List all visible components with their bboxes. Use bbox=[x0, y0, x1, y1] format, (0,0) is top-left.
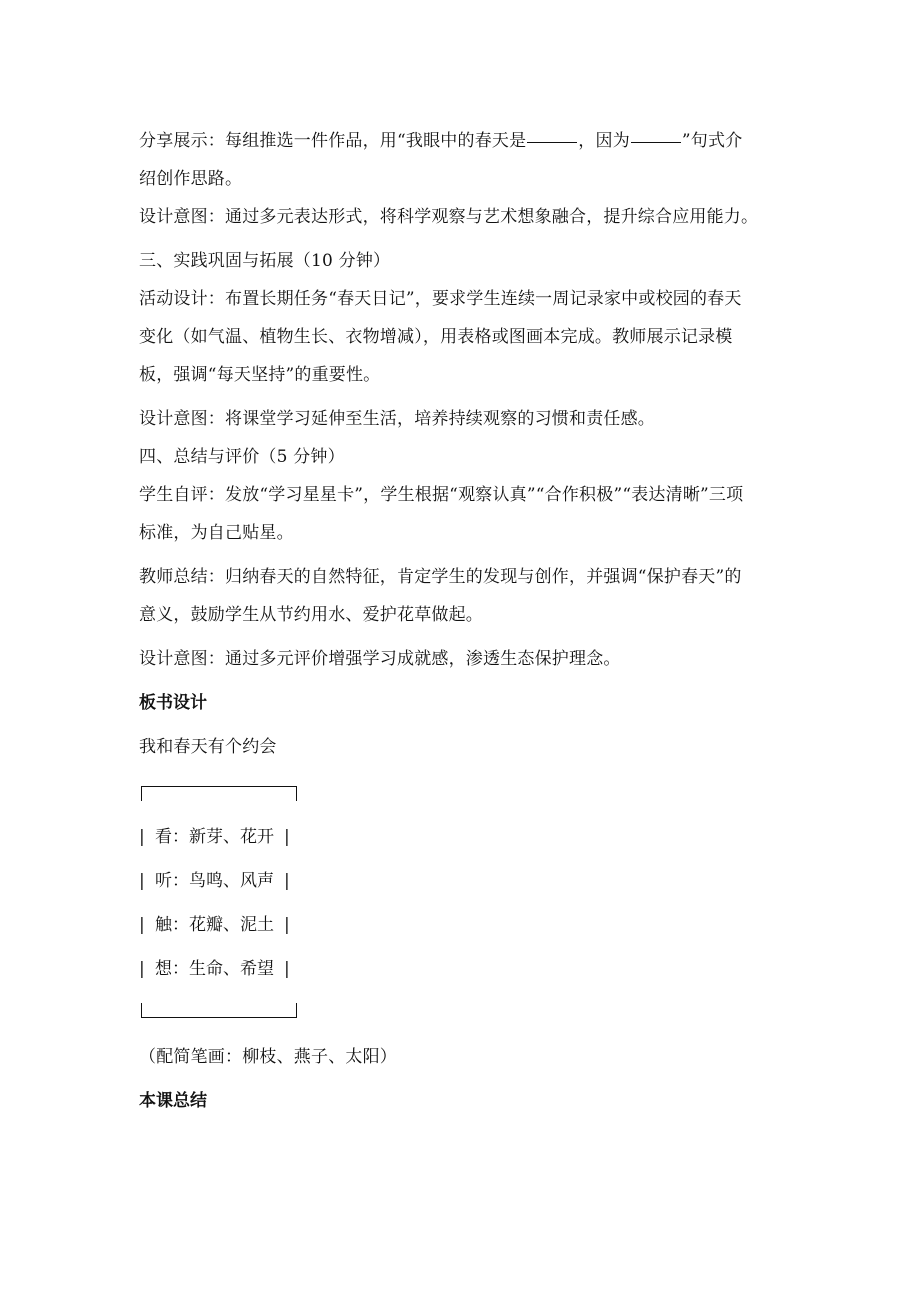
board-bar: | bbox=[284, 915, 290, 935]
text-segment: 分享展示：每组推选一件作品，用“我眼中的春天是 bbox=[139, 131, 527, 151]
board-bar: | bbox=[139, 915, 145, 935]
paragraph-share-display bbox=[139, 122, 789, 198]
board-design-heading: 板书设计 bbox=[139, 693, 207, 713]
text-line: 板，强调“每天坚持”的重要性。 bbox=[139, 365, 381, 385]
section-heading-summary-eval: 四、总结与评价（5 分钟） bbox=[139, 447, 345, 467]
board-bar: | bbox=[139, 959, 145, 979]
board-bar: | bbox=[139, 871, 145, 891]
board-row-text: 触：花瓣、泥土 bbox=[155, 915, 274, 935]
paragraph-design-intent-2: 设计意图：将课堂学习延伸至生活，培养持续观察的习惯和责任感。 bbox=[139, 409, 655, 429]
paragraph-teacher-summary bbox=[139, 558, 789, 634]
board-bar: | bbox=[284, 959, 290, 979]
text-line: 变化（如气温、植物生长、衣物增减），用表格或图画本完成。教师展示记录模 bbox=[139, 327, 733, 347]
text-line: 教师总结：归纳春天的自然特征，肯定学生的发现与创作，并强调“保护春天”的 bbox=[139, 567, 742, 587]
section-heading-practice: 三、实践巩固与拓展（10 分钟） bbox=[139, 251, 391, 271]
board-row bbox=[139, 947, 789, 991]
text-segment: ，因为 bbox=[578, 131, 630, 151]
text-line: 意义，鼓励学生从节约用水、爱护花草做起。 bbox=[139, 605, 483, 625]
text-line: 学生自评：发放“学习星星卡”，学生根据“观察认真”“合作积极”“表达清晰”三项 bbox=[139, 485, 744, 505]
text-line: 标准，为自己贴星。 bbox=[139, 523, 294, 543]
text-segment: ”句式介 bbox=[681, 131, 743, 151]
lesson-summary-heading: 本课总结 bbox=[139, 1091, 207, 1111]
text-line: 活动设计：布置长期任务“春天日记”，要求学生连续一周记录家中或校园的春天 bbox=[139, 289, 742, 309]
paragraph-design-intent-1: 设计意图：通过多元表达形式，将科学观察与艺术想象融合，提升综合应用能力。 bbox=[139, 207, 759, 227]
board-frame-top bbox=[141, 786, 297, 801]
text-segment: 绍创作思路。 bbox=[139, 169, 243, 189]
board-note: （配简笔画：柳枝、燕子、太阳） bbox=[139, 1047, 397, 1067]
board-title: 我和春天有个约会 bbox=[139, 737, 277, 757]
board-row-text: 看：新芽、花开 bbox=[155, 827, 274, 847]
board-row bbox=[139, 859, 789, 903]
document-page bbox=[139, 122, 789, 1126]
board-row bbox=[139, 903, 789, 947]
paragraph-design-intent-3: 设计意图：通过多元评价增强学习成就感，渗透生态保护理念。 bbox=[139, 649, 621, 669]
paragraph-self-eval bbox=[139, 476, 789, 552]
board-bar: | bbox=[284, 827, 290, 847]
board-rows bbox=[139, 815, 789, 991]
board-row-text: 想：生命、希望 bbox=[155, 959, 274, 979]
paragraph-activity-design bbox=[139, 280, 789, 394]
board-row-text: 听：鸟鸣、风声 bbox=[155, 871, 274, 891]
fill-blank bbox=[527, 141, 577, 143]
board-bar: | bbox=[139, 827, 145, 847]
board-frame-bottom bbox=[141, 1003, 297, 1018]
board-row bbox=[139, 815, 789, 859]
board-bar: | bbox=[284, 871, 290, 891]
fill-blank bbox=[631, 141, 681, 143]
